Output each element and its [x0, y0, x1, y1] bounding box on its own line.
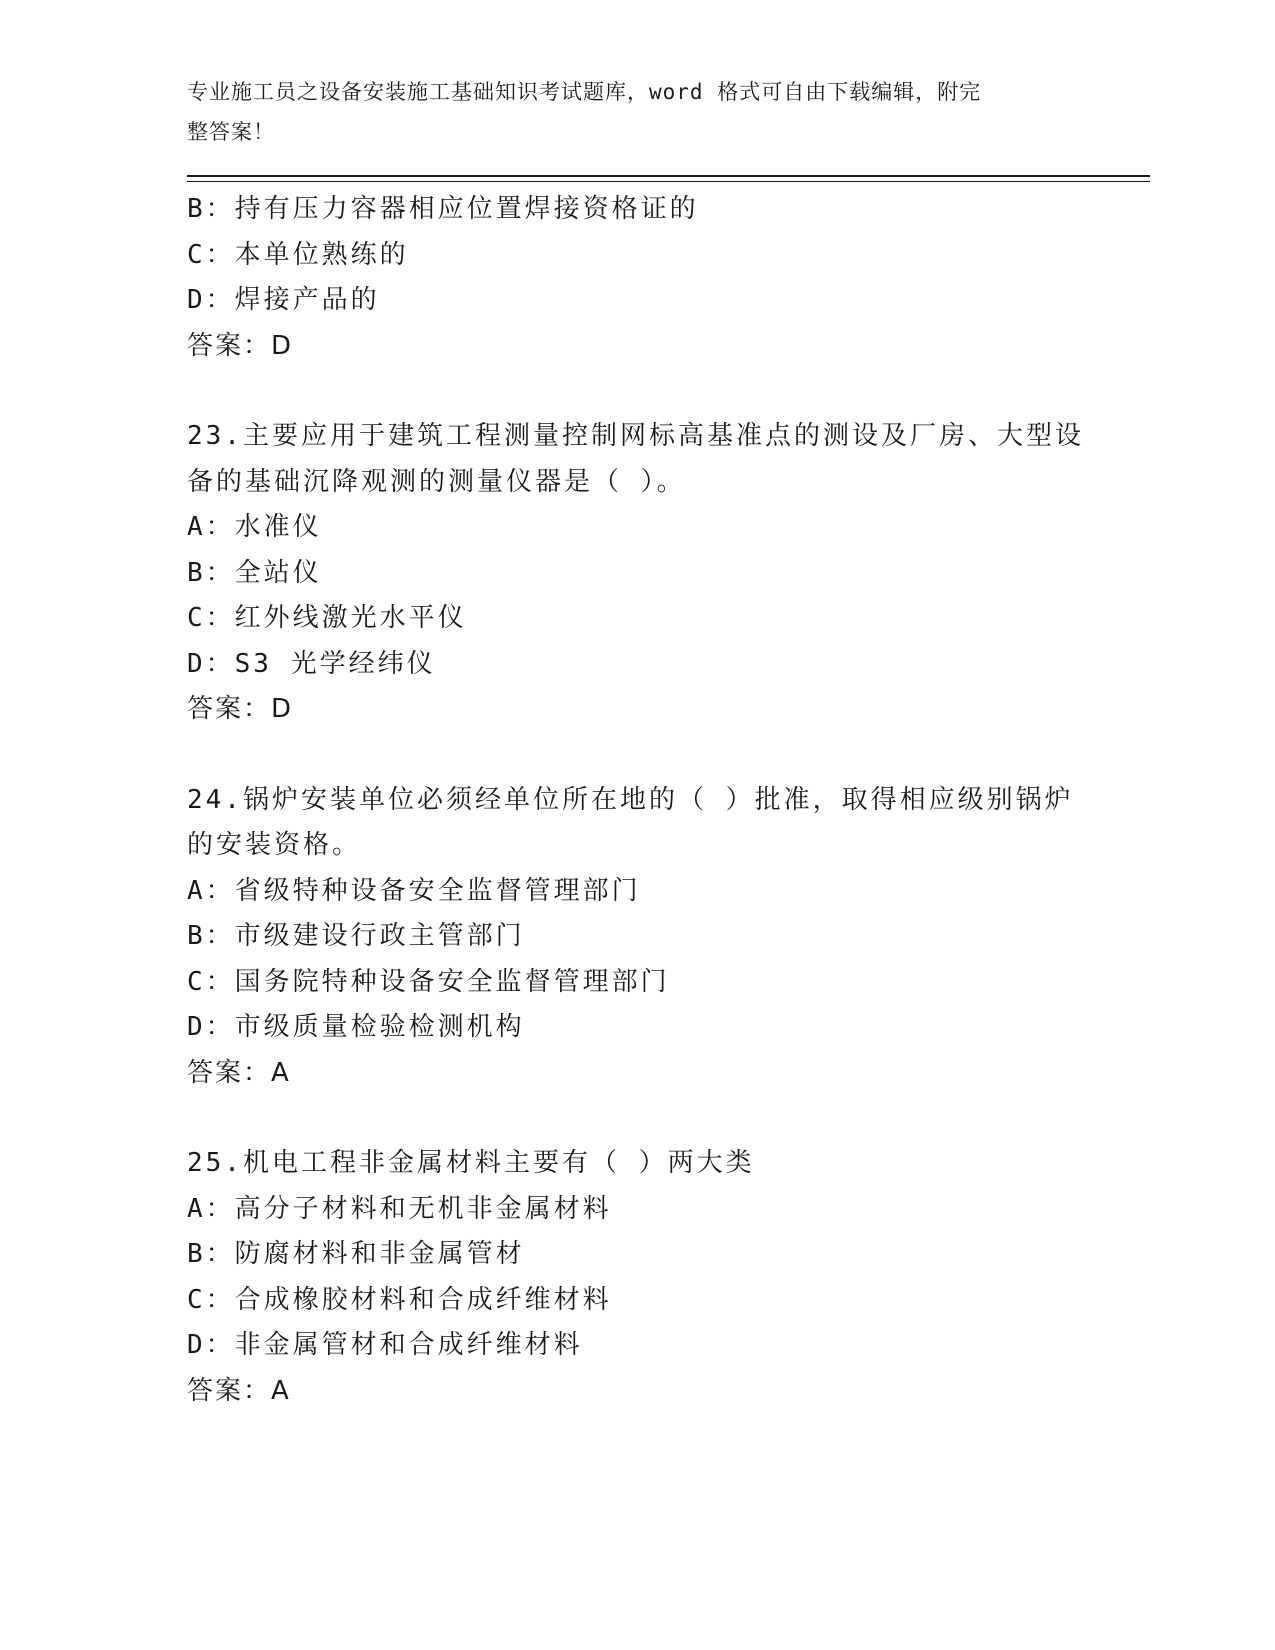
option-d: D：S3 光学经纬仪: [187, 648, 436, 679]
question-list: [187, 187, 1087, 1414]
question-24: [187, 778, 1087, 1097]
option-d: D：非金属管材和合成纤维材料: [187, 1330, 583, 1360]
option-b: B：全站仪: [187, 557, 322, 588]
question-stem-line: 24.锅炉安装单位必须经单位所在地的（ ）批准，取得相应级别锅炉: [187, 784, 1074, 815]
answer: 答案：D: [187, 694, 294, 724]
question-25: [187, 1141, 1087, 1414]
option-a: A：水准仪: [187, 512, 322, 542]
header-line-2: 整答案！: [187, 120, 275, 144]
option-b: B：防腐材料和非金属管材: [187, 1239, 525, 1269]
question-stem-line: 备的基础沉降观测的测量仪器是（ ）。: [187, 466, 686, 497]
question-stem-line: 23.主要应用于建筑工程测量控制网标高基准点的测设及厂房、大型设: [187, 421, 1084, 451]
prev-question-block: [187, 187, 1087, 369]
option-c: C：本单位熟练的: [187, 239, 409, 270]
header-divider-thin: [187, 181, 1150, 182]
header-divider-thick: [187, 175, 1150, 177]
answer: 答案：A: [187, 1375, 291, 1406]
option-c: C：合成橡胶材料和合成纤维材料: [187, 1284, 612, 1315]
option-b: B：持有压力容器相应位置焊接资格证的: [187, 194, 699, 224]
answer: 答案：D: [187, 330, 294, 361]
question-stem-line: 25.机电工程非金属材料主要有（ ）两大类: [187, 1148, 755, 1178]
option-b: B：市级建设行政主管部门: [187, 921, 525, 951]
question-23: [187, 414, 1087, 733]
answer: 答案：A: [187, 1057, 291, 1088]
option-d: D：焊接产品的: [187, 285, 380, 315]
option-a: A：高分子材料和无机非金属材料: [187, 1193, 612, 1224]
header-line-1: 专业施工员之设备安装施工基础知识考试题库，word 格式可自由下载编辑，附完: [187, 80, 982, 104]
option-c: C：国务院特种设备安全监督管理部门: [187, 966, 670, 997]
question-stem-line: 的安装资格。: [187, 830, 362, 860]
option-d: D：市级质量检验检测机构: [187, 1012, 525, 1042]
option-a: A：省级特种设备安全监督管理部门: [187, 875, 641, 906]
option-c: C：红外线激光水平仪: [187, 603, 467, 633]
document-header: [187, 72, 1067, 152]
